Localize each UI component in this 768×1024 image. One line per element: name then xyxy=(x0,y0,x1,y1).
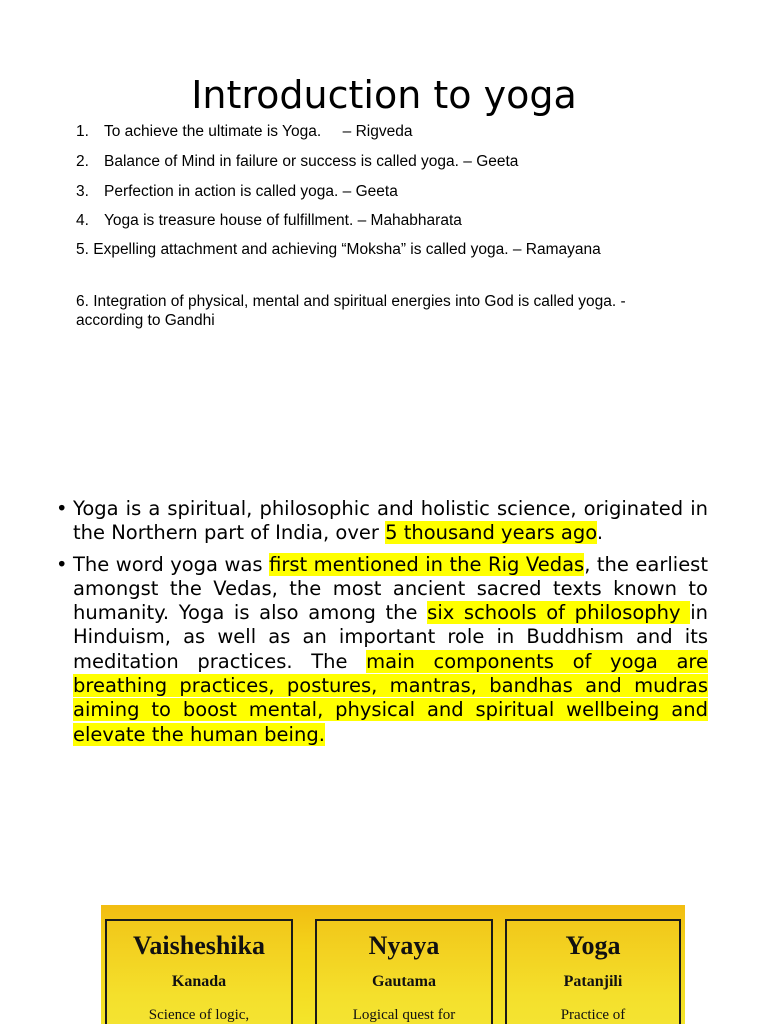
school-card-nyaya xyxy=(315,919,493,1024)
bullet-text xyxy=(73,553,708,747)
bullet-text-segment: , the earliest amongst the Vedas, the most ancient sacred texts known to humanity. Yoga is also among the xyxy=(73,552,708,625)
quote-text: Yoga is treasure house of fulfillment. – Mahabharata xyxy=(104,212,462,229)
school-description: Practice of xyxy=(560,1007,626,1023)
school-card-yoga xyxy=(505,919,681,1024)
school-name: Nyaya xyxy=(368,931,440,960)
bullet-dot: • xyxy=(56,552,68,576)
quote-item xyxy=(76,211,462,230)
quote-item xyxy=(76,182,398,201)
philosophy-schools-image xyxy=(101,905,685,1024)
highlighted-text: first mentioned in the Rig Vedas xyxy=(269,552,585,576)
school-author: Gautama xyxy=(372,973,436,990)
quote-item xyxy=(76,152,518,171)
bullet-text-segment: The word yoga was xyxy=(73,552,270,576)
bullet-item xyxy=(56,497,708,546)
school-author: Kanada xyxy=(171,973,227,990)
page-title: Introduction to yoga xyxy=(191,73,577,117)
bullet-dot: • xyxy=(56,497,68,520)
quote-number: 4. xyxy=(76,212,89,229)
school-name: Yoga xyxy=(565,931,621,960)
quote-number: 1. xyxy=(76,123,89,140)
quote-item: 5. Expelling attachment and achieving “Moksha” is called yoga. – Ramayana xyxy=(76,241,601,258)
bullet-text-segment: in Hinduism, as well as an important role in Buddhism and its meditation practices. The xyxy=(73,601,708,673)
bullet-text-segment: Yoga is a spiritual, philosophic and holistic science, originated in the Northern part of India, over xyxy=(73,497,708,545)
school-name: Vaisheshika xyxy=(133,931,265,960)
highlighted-text: six schools of philosophy xyxy=(427,601,691,625)
school-description: Logical quest for xyxy=(352,1007,456,1023)
highlighted-text: 5 thousand years ago xyxy=(385,521,597,545)
bullet-text xyxy=(73,497,708,546)
school-author: Patanjili xyxy=(563,973,623,990)
bullet-list xyxy=(56,497,708,754)
quote-number: 2. xyxy=(76,153,89,170)
quote-text: To achieve the ultimate is Yoga. – Rigveda xyxy=(104,123,413,140)
highlighted-text: main components of yoga are breathing practices, postures, mantras, bandhas and mudras aiming to boost mental, physical and spiritual wellbeing and elevate the human being. xyxy=(73,649,708,746)
quote-item xyxy=(76,122,412,141)
quote-number: 3. xyxy=(76,183,89,200)
bullet-item xyxy=(56,553,708,747)
quote-text: Perfection in action is called yoga. – Geeta xyxy=(104,183,398,200)
bullet-text-segment: . xyxy=(596,521,604,545)
quote-item: 6. Integration of physical, mental and spiritual energies into God is called yoga. -according to Gandhi xyxy=(76,293,626,329)
school-card-vaisheshika xyxy=(105,919,293,1024)
quote-text: Balance of Mind in failure or success is called yoga. – Geeta xyxy=(104,153,519,170)
school-description: Science of logic, xyxy=(148,1007,250,1023)
